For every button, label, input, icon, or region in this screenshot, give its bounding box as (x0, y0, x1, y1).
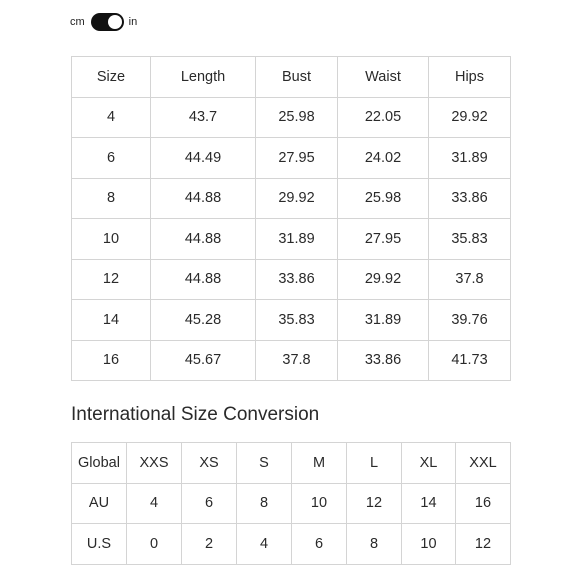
table-cell: 33.86 (256, 259, 338, 300)
table-cell: XXS (127, 443, 182, 484)
table-cell: 45.28 (151, 300, 256, 341)
table-cell: 6 (72, 138, 151, 179)
table-cell: 6 (182, 483, 237, 524)
table-cell: 31.89 (338, 300, 429, 341)
size-table-header-cell: Hips (429, 57, 511, 98)
table-cell: 44.88 (151, 259, 256, 300)
size-table (71, 56, 511, 381)
table-cell: 27.95 (256, 138, 338, 179)
table-cell: 14 (402, 483, 456, 524)
table-cell: 8 (72, 178, 151, 219)
table-cell: 6 (292, 524, 347, 565)
table-cell: S (237, 443, 292, 484)
unit-label-cm[interactable]: cm (70, 16, 85, 28)
table-cell: 33.86 (429, 178, 511, 219)
table-row (72, 138, 511, 179)
table-cell: 27.95 (338, 219, 429, 260)
table-cell: 37.8 (256, 340, 338, 381)
table-cell: 10 (402, 524, 456, 565)
table-cell: 35.83 (256, 300, 338, 341)
table-cell: 0 (127, 524, 182, 565)
table-cell: XS (182, 443, 237, 484)
table-cell: 16 (456, 483, 511, 524)
table-cell: AU (72, 483, 127, 524)
unit-switch[interactable] (91, 13, 124, 31)
table-cell: 4 (72, 97, 151, 138)
table-cell: 10 (72, 219, 151, 260)
table-row (72, 340, 511, 381)
table-cell: 31.89 (256, 219, 338, 260)
table-cell: 39.76 (429, 300, 511, 341)
size-table-header-cell: Waist (338, 57, 429, 98)
table-cell: 10 (292, 483, 347, 524)
table-row (72, 483, 511, 524)
table-cell: 29.92 (338, 259, 429, 300)
unit-label-in[interactable]: in (128, 16, 138, 28)
table-row (72, 259, 511, 300)
table-row (72, 443, 511, 484)
table-cell: 4 (237, 524, 292, 565)
table-cell: 44.88 (151, 219, 256, 260)
table-cell: L (347, 443, 402, 484)
table-cell: XL (402, 443, 456, 484)
table-cell: 22.05 (338, 97, 429, 138)
table-cell: 44.88 (151, 178, 256, 219)
table-cell: 12 (456, 524, 511, 565)
unit-switch-knob[interactable] (108, 15, 122, 29)
size-table-header-cell: Length (151, 57, 256, 98)
table-row (72, 524, 511, 565)
table-cell: 43.7 (151, 97, 256, 138)
table-cell: 45.67 (151, 340, 256, 381)
size-table-header-row (72, 57, 511, 98)
table-cell: 44.49 (151, 138, 256, 179)
table-cell: XXL (456, 443, 511, 484)
table-row (72, 97, 511, 138)
table-cell: U.S (72, 524, 127, 565)
table-cell: 8 (237, 483, 292, 524)
table-cell: 33.86 (338, 340, 429, 381)
table-cell: 12 (347, 483, 402, 524)
table-cell: 12 (72, 259, 151, 300)
size-table-header-cell: Size (72, 57, 151, 98)
size-table-header-cell: Bust (256, 57, 338, 98)
table-cell: 2 (182, 524, 237, 565)
table-cell: 4 (127, 483, 182, 524)
table-row (72, 178, 511, 219)
table-cell: 31.89 (429, 138, 511, 179)
table-cell: M (292, 443, 347, 484)
table-cell: 8 (347, 524, 402, 565)
table-cell: 14 (72, 300, 151, 341)
table-cell: 25.98 (256, 97, 338, 138)
table-cell: 16 (72, 340, 151, 381)
conversion-table (71, 442, 511, 565)
table-cell: Global (72, 443, 127, 484)
table-cell: 41.73 (429, 340, 511, 381)
table-row (72, 219, 511, 260)
table-cell: 35.83 (429, 219, 511, 260)
table-cell: 29.92 (429, 97, 511, 138)
unit-toggle (70, 11, 137, 33)
table-cell: 29.92 (256, 178, 338, 219)
table-cell: 24.02 (338, 138, 429, 179)
table-row (72, 300, 511, 341)
table-cell: 25.98 (338, 178, 429, 219)
section-title: International Size Conversion (71, 404, 320, 425)
table-cell: 37.8 (429, 259, 511, 300)
